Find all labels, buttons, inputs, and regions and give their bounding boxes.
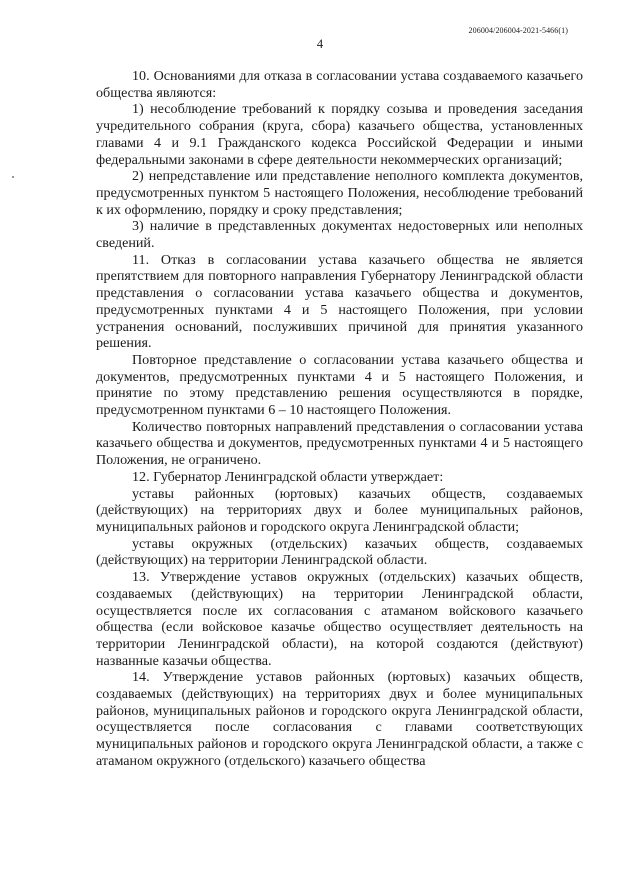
paragraph-12-item-okrug: уставы окружных (отдельских) казачьих обществ, создаваемых (действующих) на территории Ленинградской области. — [96, 535, 583, 569]
paragraph-10-item-1: 1) несоблюдение требований к порядку созыва и проведения заседания учредительного собрания (круга, сбора) казачьего общества, установленных главами 4 и 9.1 Гражданского кодекса Российской Федерации и иными федеральными законами в сфере деятельности некоммерческих организаций; — [96, 101, 583, 168]
paragraph-14: 14. Утверждение уставов районных (юртовых) казачьих обществ, создаваемых (действующих) на территориях двух и более муниципальных районов, муниципальных районов и городского округа Ленинградской области, осуществляется после согласования с главами соответствующих муниципальных районов и городского округа Ленинградской области, а также с атаманом окружного (отдельского) казачьего общества — [96, 669, 583, 769]
paragraph-10-item-3: 3) наличие в представленных документах недостоверных или неполных сведений. — [96, 218, 583, 252]
paragraph-12: 12. Губернатор Ленинградской области утверждает: — [132, 468, 444, 485]
paragraph-10: 10. Основаниями для отказа в согласовании устава создаваемого казачьего общества являются: — [96, 68, 583, 101]
paragraph-11-repeat-submission: Повторное представление о согласовании устава казачьего общества и документов, предусмотренных пунктами 4 и 5 настоящего Положения, и принятие по этому представлению решения осуществляются в порядке, предусмотренном пунктами 6 – 10 настоящего Положения. — [96, 351, 583, 419]
paragraph-11: 11. Отказ в согласовании устава казачьего общества не является препятствием для повторного направления Губернатору Ленинградской области представления о согласовании устава казачьего общества и документов, предусмотренных пунктами 4 и 5 настоящего Положения, при условии устранения оснований, послуживших причиной для принятия указанного решения. — [96, 251, 583, 352]
paragraph-10-item-2: 2) непредставление или представление неполного комплекта документов, предусмотренных пунктом 5 настоящего Положения, несоблюдение требований к их оформлению, порядку и сроку представления; — [96, 168, 583, 218]
document-id: 206004/206004-2021-5466(1) — [468, 26, 568, 35]
paragraph-12-item-district: уставы районных (юртовых) казачьих обществ, создаваемых (действующих) на территориях двух и более муниципальных районов, муниципальных районов и городского округа Ленинградской области; — [96, 485, 583, 535]
page-number: 4 — [316, 37, 324, 51]
paragraph-11-repeat-count: Количество повторных направлений представления о согласовании устава казачьего общества и документов, предусмотренных пунктами 4 и 5 настоящего Положения, не ограничено. — [96, 418, 583, 469]
paragraph-13: 13. Утверждение уставов окружных (отдельских) казачьих обществ, создаваемых (действующих) на территории Ленинградской области, осуществляется после их согласования с атаманом войскового казачьего общества (если войсковое казачье общество осуществляет деятельность на территории Ленинградской области), на которой создаются (действуют) названные казачьи общества. — [96, 569, 583, 669]
scan-speck — [12, 176, 14, 178]
document-body — [96, 68, 583, 770]
